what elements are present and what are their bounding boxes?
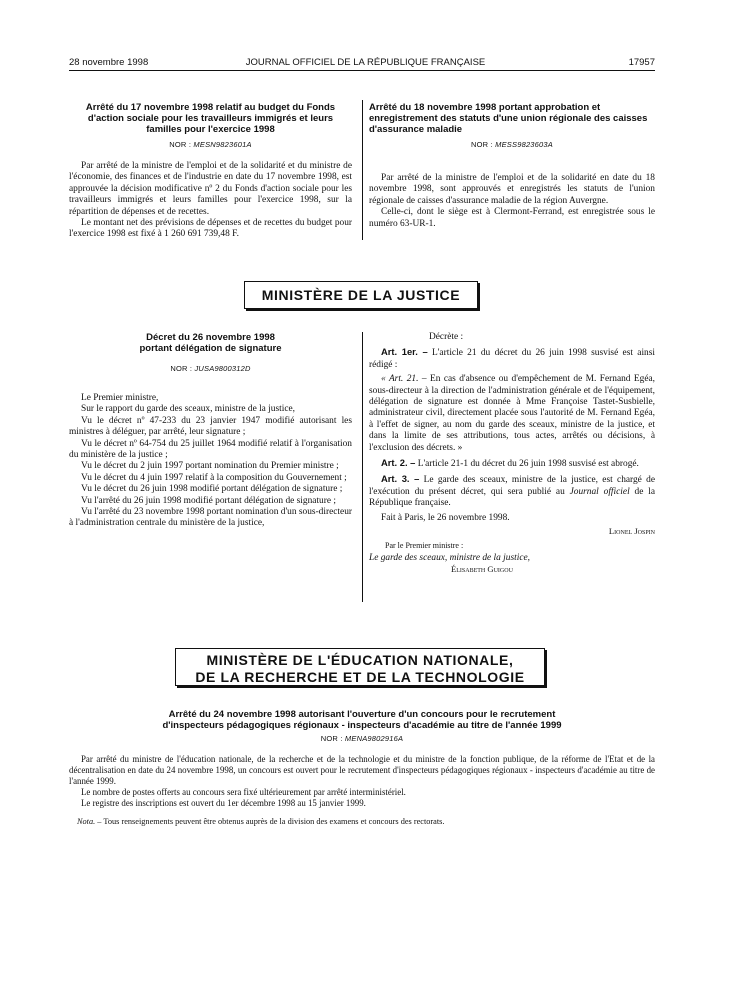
arrete-body — [69, 161, 352, 241]
nota: Nota. – Tous renseignements peuvent être obtenus auprès de la division des examens et concours des rectorats. — [77, 817, 445, 826]
nor-reference: NOR : MENA9802916A — [320, 734, 404, 743]
column-divider-justice — [362, 332, 363, 602]
visa: Vu le décret du 2 juin 1997 portant nomination du Premier ministre ; — [81, 461, 339, 472]
arrete-title: Arrêté du 24 novembre 1998 autorisant l'ouverture d'un concours pour le recrutement d'inspecteurs pédagogiques régionaux - inspecteurs d'académie au titre de l'année 1999 — [162, 709, 562, 731]
paragraph: Celle-ci, dont le siège est à Clermont-Ferrand, est enregistrée sous le numéro 63-UR-1. — [369, 207, 655, 229]
paragraph: Le nombre de postes offerts au concours sera fixé ultérieurement par arrêté interministériel. — [81, 787, 406, 797]
visa: Vu l'arrêté du 23 novembre 1998 portant nomination d'un sous-directeur à l'administration centrale du ministère de la justice, — [69, 507, 352, 529]
arrete-union-regionale — [369, 102, 655, 230]
ministry-heading-justice: MINISTÈRE DE LA JUSTICE — [244, 281, 478, 309]
article-1: Art. 1er. – L'article 21 du décret du 26 juin 1998 susvisé est ainsi rédigé : — [369, 346, 655, 370]
article-3: Art. 3. – Le garde des sceaux, ministre de la justice, est chargé de l'exécution du présent décret, qui sera publié au Journal officiel de la République française. — [369, 473, 656, 509]
par-le-premier-ministre: Par le Premier ministre : — [385, 540, 464, 550]
visa: Vu le décret nº 64-754 du 25 juillet 1964 modifié relatif à l'organisation du ministère de la justice ; — [69, 438, 352, 461]
article-2: Art. 2. – L'article 21-1 du décret du 26 juin 1998 susvisé est abrogé. — [381, 457, 639, 470]
header-date: 28 novembre 1998 — [69, 57, 149, 68]
decret-delegation-left — [69, 332, 352, 530]
fait-a-paris: Fait à Paris, le 26 novembre 1998. — [381, 512, 510, 523]
journal-title: JOURNAL OFFICIEL DE LA RÉPUBLIQUE FRANÇAISE — [245, 57, 486, 68]
paragraph: Par arrêté de la ministre de l'emploi et de la solidarité et du ministre de l'économie, des finances et de l'industrie en date du 17 novembre 1998, est approuvée la décision modificative nº 2 du Fonds d'action sociale pour les travailleurs immigrés et leurs familles pour l'exercice 1998, sur la répartition de dépenses et de recettes. — [69, 161, 352, 217]
page-number: 17957 — [628, 57, 655, 68]
arrete-concours-ipr — [69, 709, 655, 827]
nor-reference: NOR : MESS9823603A — [471, 140, 553, 149]
paragraph: Par arrêté de la ministre de l'emploi et de la solidarité en date du 18 novembre 1998, sont approuvés et enregistrés les statuts de l'union régionale de caisses d'assurance maladie de la région Auvergne. — [369, 173, 655, 206]
nor-reference: NOR : JUSA9800312D — [170, 364, 251, 373]
arrete-title: Arrêté du 17 novembre 1998 relatif au budget du Fonds d'action sociale pour les travailleurs immigrés et leurs familles pour l'exercice 1998 — [85, 102, 336, 135]
decree-title: Décret du 26 novembre 1998 portant délégation de signature — [139, 332, 282, 354]
signatory-garde: Élisabeth Guigou — [451, 564, 513, 575]
signatory-pm: Lionel Jospin — [608, 526, 655, 537]
paragraph: Le montant net des prévisions de dépenses et de recettes du budget pour l'exercice 1998 est fixé à 1 260 691 739,48 F. — [69, 218, 352, 240]
ministry-heading-education: MINISTÈRE DE L'ÉDUCATION NATIONALE, DE LA RECHERCHE ET DE LA TECHNOLOGIE — [175, 648, 545, 686]
visa: Sur le rapport du garde des sceaux, ministre de la justice, — [81, 404, 295, 415]
article-21-quote: « Art. 21. – En cas d'absence ou d'empêchement de M. Fernand Egéa, sous-directeur à la direction de l'administration générale et de l'équipement, délégation de signature est donnée à Mme Françoise Tastet-Susbielle, administrateur civil, directement placée sous l'autorité de M. Fernand Egéa, à l'effet de signer, au nom du garde des sceaux, ministre de la justice, et dans la limite de ses attributions, tous actes, arrêtés ou décisions, à l'exclusion des décrets. » — [369, 374, 655, 453]
decrete-line: Décrète : — [429, 332, 464, 342]
column-divider-top — [362, 100, 363, 240]
arrete-body — [369, 173, 655, 230]
paragraph: Le registre des inscriptions est ouvert du 1er décembre 1998 au 15 janvier 1999. — [81, 798, 366, 808]
decret-delegation-right — [369, 332, 655, 576]
visa: Vu le décret du 26 juin 1998 modifié portant délégation de signature ; — [81, 484, 343, 495]
visa: Vu l'arrêté du 26 juin 1998 modifié portant délégation de signature ; — [81, 495, 336, 506]
visa: Vu le décret du 4 juin 1997 relatif à la composition du Gouvernement ; — [81, 472, 347, 483]
decree-visas — [69, 393, 352, 530]
arrete-budget-fas — [69, 102, 352, 241]
visa: Le Premier ministre, — [81, 393, 159, 403]
visa: Vu le décret nº 47-233 du 23 janvier 1947 modifié autorisant les ministres à déléguer, par arrêté, leur signature ; — [69, 415, 352, 438]
arrete-title: Arrêté du 18 novembre 1998 portant approbation et enregistrement des statuts d'une union régionale des caisses d'assurance maladie — [369, 102, 648, 135]
paragraph: Par arrêté du ministre de l'éducation nationale, de la recherche et de la technologie et du ministre de la fonction publique, de la réforme de l'Etat et de la décentralisation en date du 24 novembre 1998, un concours est ouvert pour le recrutement d'inspecteurs pédagogiques régionaux - inspecteurs d'académie au titre de l'année 1999. — [69, 754, 655, 786]
arrete-body — [69, 754, 655, 809]
decree-articles — [369, 346, 655, 524]
nor-reference: NOR : MESN9823601A — [169, 140, 252, 149]
garde-des-sceaux-title: Le garde des sceaux, ministre de la justice, — [369, 552, 530, 563]
header-rule — [69, 70, 655, 71]
